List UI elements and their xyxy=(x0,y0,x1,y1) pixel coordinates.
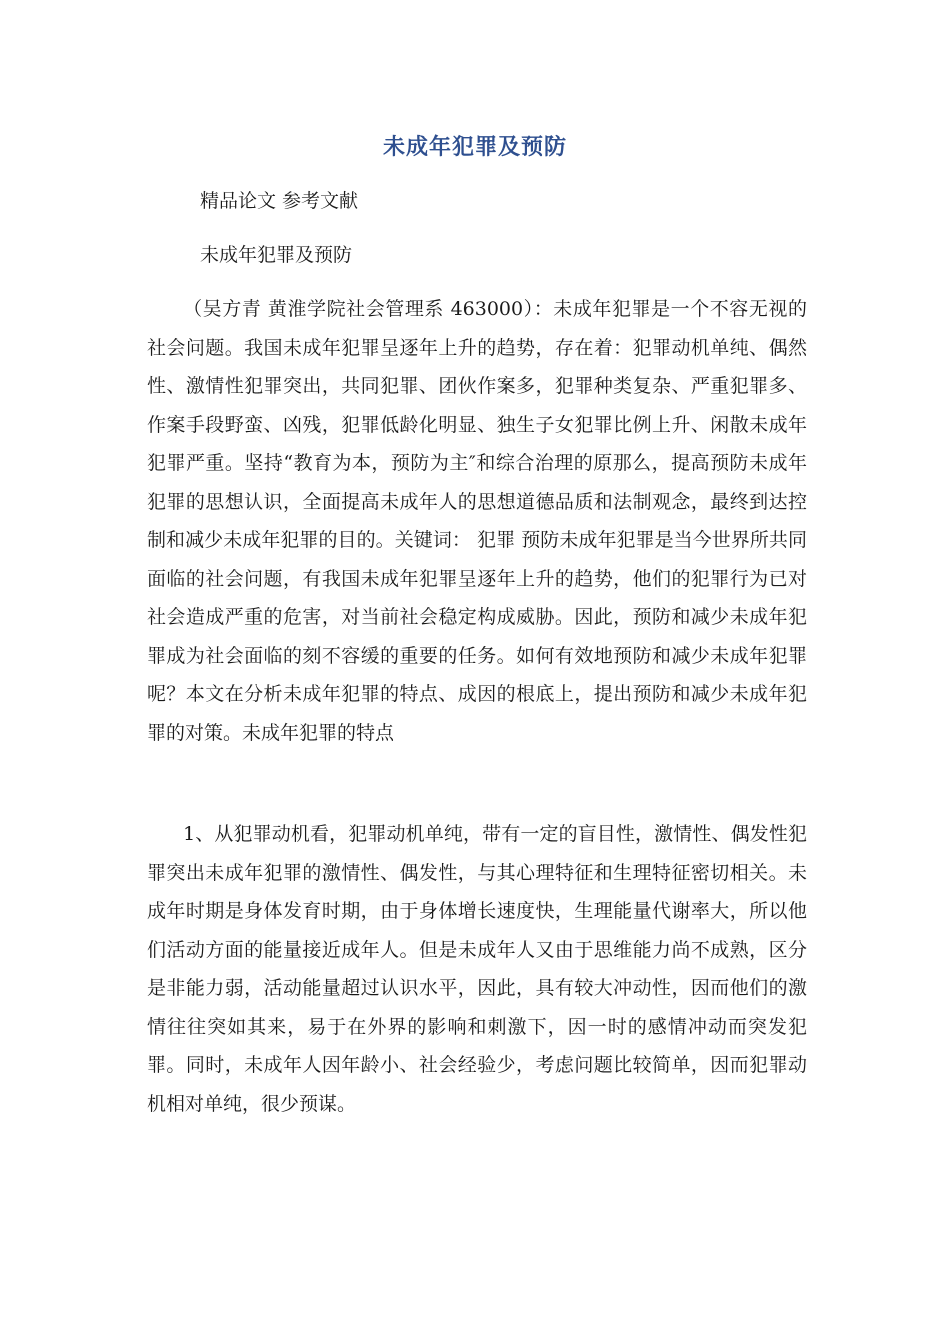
body-paragraph-2: 1、从犯罪动机看，犯罪动机单纯，带有一定的盲目性，激情性、偶发性犯罪突出未成年犯罪的激情性、偶发性，与其心理特征和生理特征密切相关。未成年时期是身体发育时期，由于身体增长速度快，生理能量代谢率大，所以他们活动方面的能量接近成年人。但是未成年人又由于思维能力尚不成熟，区分是非能力弱，活动能量超过认识水平，因此，具有较大冲动性，因而他们的激情往往突如其来，易于在外界的影响和刺激下，因一时的感情冲动而突发犯罪。同时，未成年人因年龄小、社会经验少，考虑问题比较简单，因而犯罪动机相对单纯，很少预谋。 xyxy=(147,823,807,1115)
subtitle-line: 未成年犯罪及预防 xyxy=(200,244,353,266)
body-paragraph-1: （吴方青 黄淮学院社会管理系 463000）：未成年犯罪是一个不容无视的社会问题。我国未成年犯罪呈逐年上升的趋势，存在着：犯罪动机单纯、偶然性、激情性犯罪突出，共同犯罪、团伙作案多，犯罪种类复杂、严重犯罪多、作案手段野蛮、凶残，犯罪低龄化明显、独生子女犯罪比例上升、闲散未成年犯罪严重。坚持“教育为本，预防为主″和综合治理的原那么，提高预防未成年犯罪的思想认识，全面提高未成年人的思想道德品质和法制观念，最终到达控制和减少未成年犯罪的目的。关键词： 犯罪 预防未成年犯罪是当今世界所共同面临的社会问题，有我国未成年犯罪呈逐年上升的趋势，他们的犯罪行为已对社会造成严重的危害，对当前社会稳定构成威胁。因此，预防和减少未成年犯罪成为社会面临的刻不容缓的重要的任务。如何有效地预防和减少未成年犯罪呢？本文在分析未成年犯罪的特点、成因的根底上，提出预防和减少未成年犯罪的对策。未成年犯罪的特点 xyxy=(147,298,807,744)
document-title: 未成年犯罪及预防 xyxy=(382,135,567,160)
header-line: 精品论文 参考文献 xyxy=(200,190,359,212)
